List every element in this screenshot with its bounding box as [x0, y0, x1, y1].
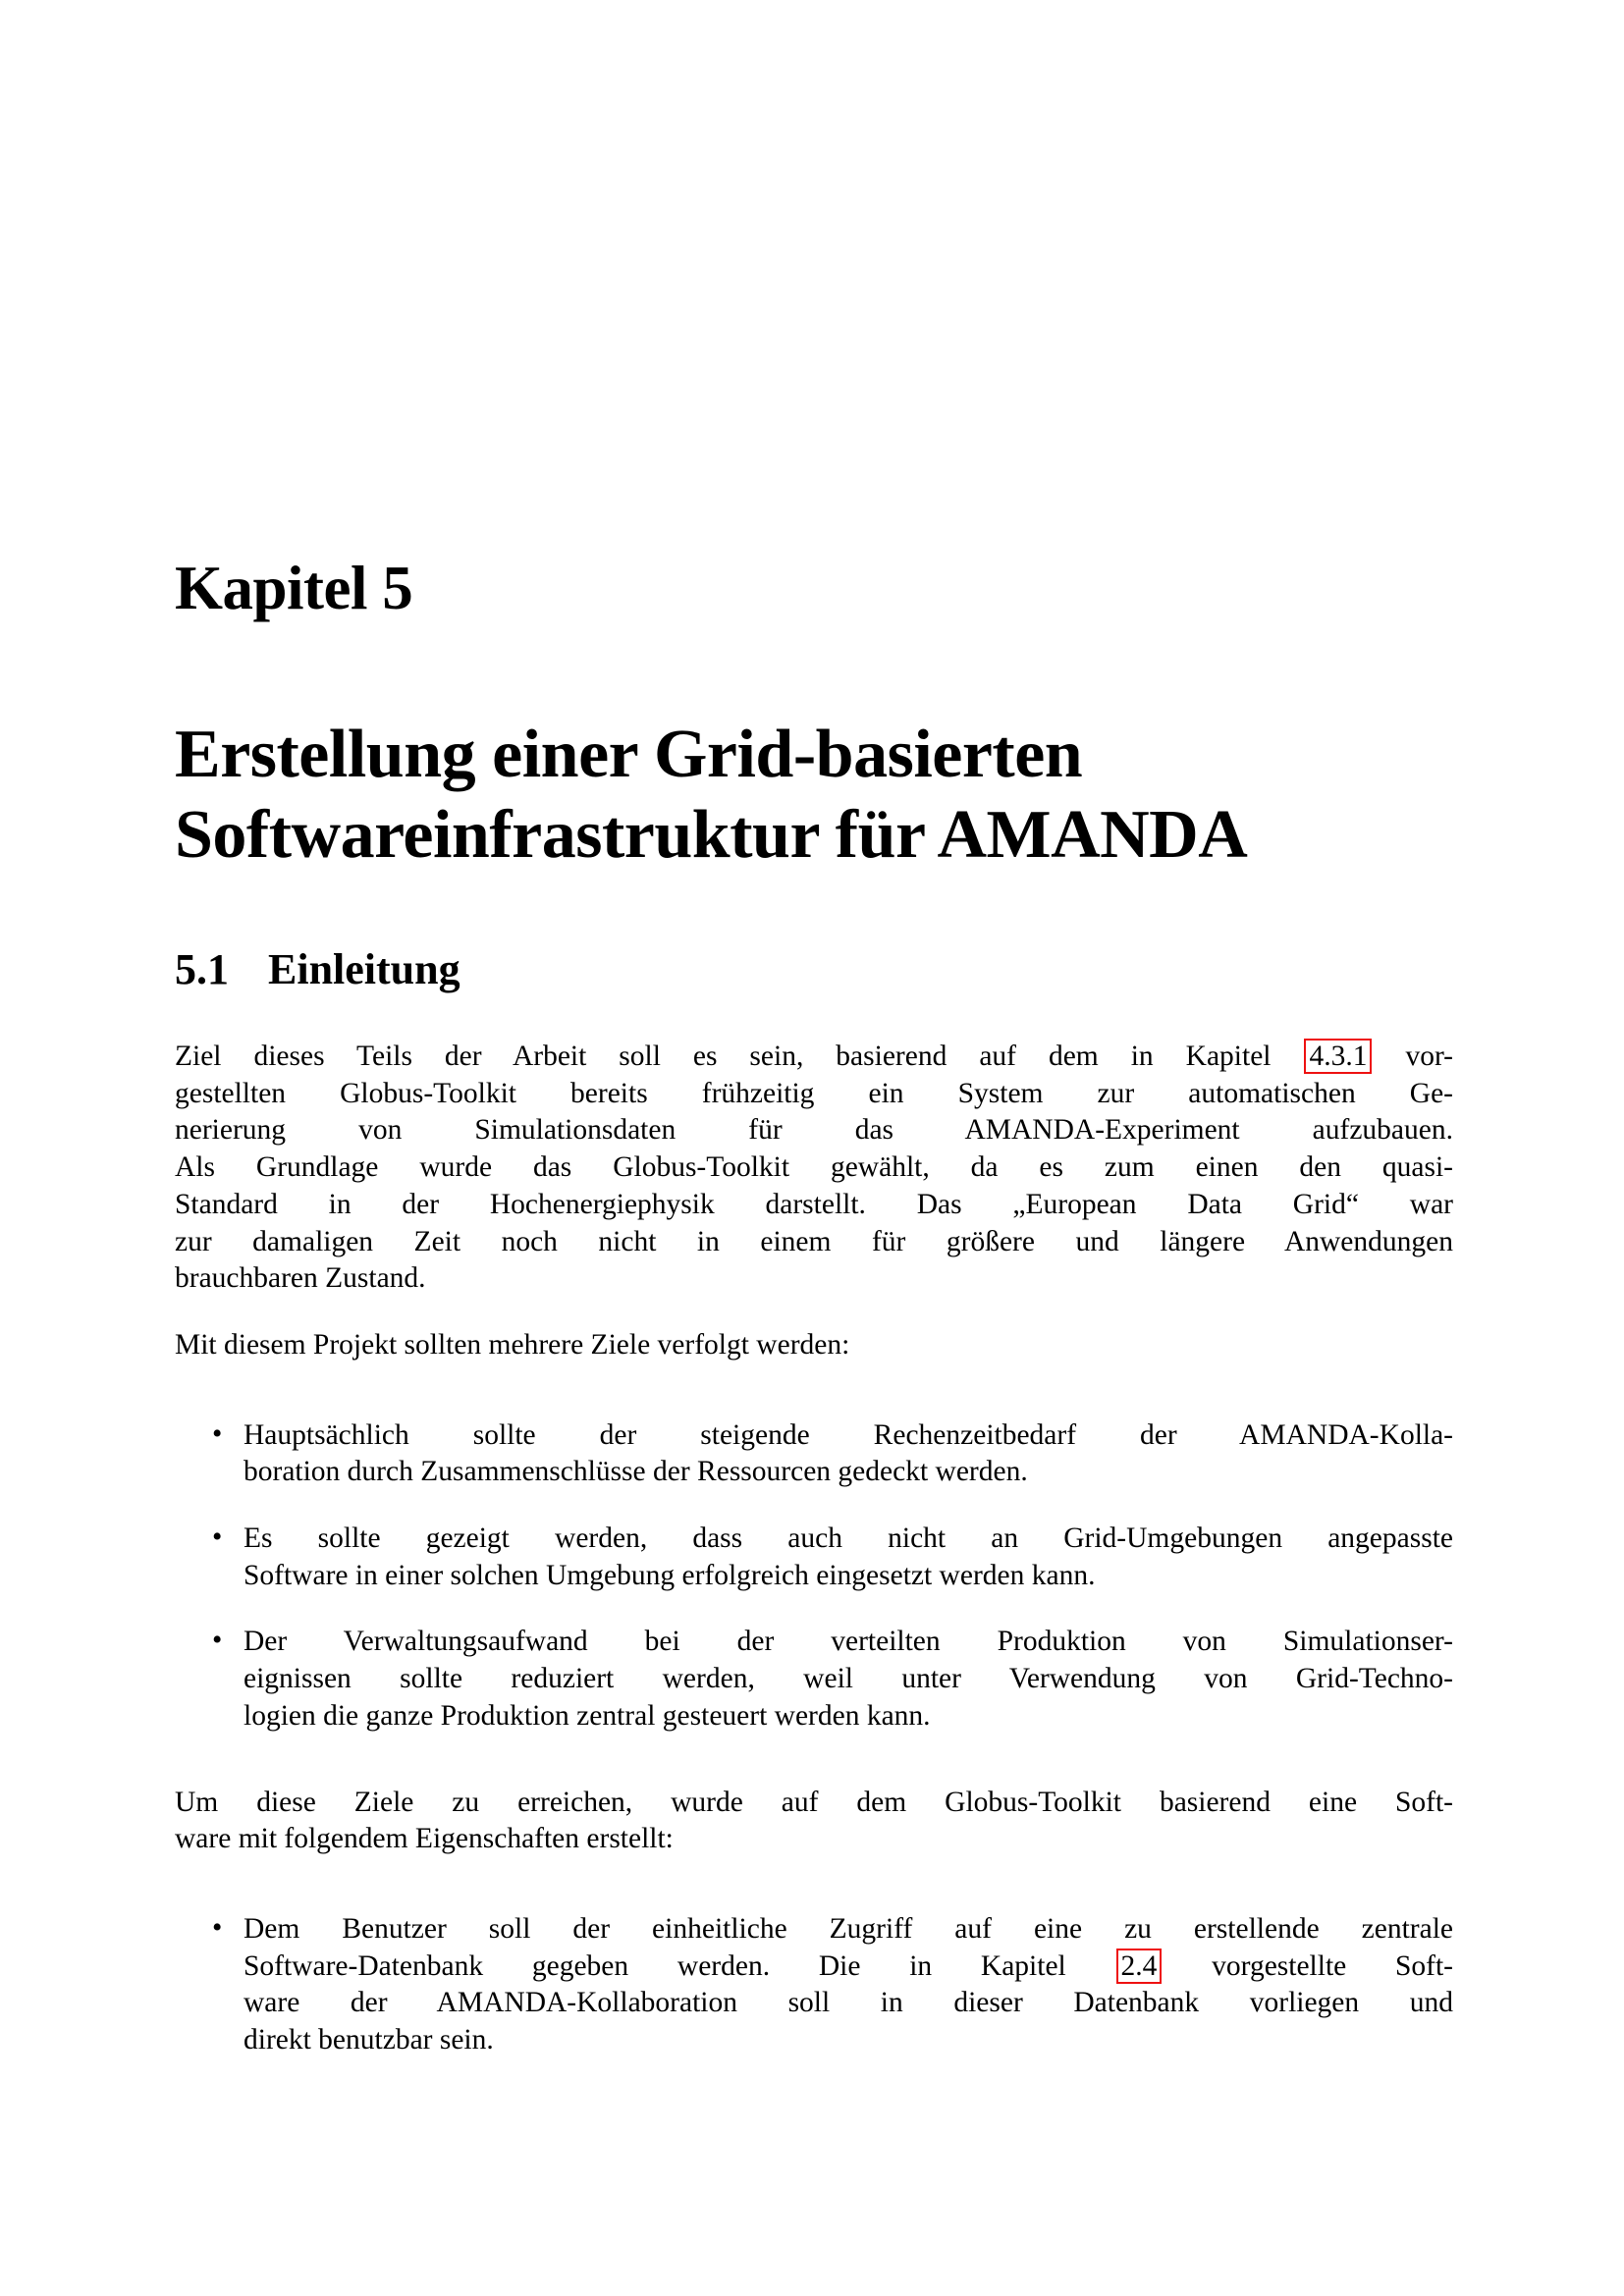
text-line: Um diese Ziele zu erreichen, wurde auf dem Globus-Toolkit basierend eine Soft-: [175, 1786, 1453, 1818]
text-line: ware der AMANDA-Kollaboration soll in dieser Datenbank vorliegen und: [244, 1987, 1453, 2019]
features-list: [175, 1911, 1453, 2059]
chapter-number-heading: Kapitel 5: [175, 554, 413, 622]
text-line: Es sollte gezeigt werden, dass auch nicht an Grid-Umgebungen angepasste: [244, 1522, 1453, 1555]
paragraph: [175, 1785, 1453, 1858]
text-line: gestellten Globus-Toolkit bereits frühzeitig ein System zur automatischen Ge-: [175, 1077, 1453, 1109]
text-line: Mit diesem Projekt sollten mehrere Ziele verfolgt werden:: [175, 1328, 850, 1361]
chapter-title-heading: Erstellung einer Grid-basierten Softwareinfrastruktur für AMANDA: [175, 717, 1248, 873]
chapter-ref-link[interactable]: 2.4: [1116, 1949, 1163, 1984]
text-line: Als Grundlage wurde das Globus-Toolkit gewählt, da es zum einen den quasi-: [175, 1151, 1453, 1184]
text-line: brauchbaren Zustand.: [175, 1262, 426, 1295]
text-line: logien die ganze Produktion zentral gesteuert werden kann.: [244, 1699, 931, 1732]
section-heading: [175, 945, 1453, 994]
text-line: Software-Datenbank gegeben werden. Die in Kapitel 2.4 vorgestellte Soft-: [244, 1949, 1453, 1982]
text-column: [175, 0, 1453, 2059]
paragraph: [175, 1039, 1453, 1298]
text-line: Standard in der Hochenergiephysik darstellt. Das „European Data Grid“ war: [175, 1188, 1453, 1220]
list-item: [175, 1417, 1453, 1491]
list-item: [175, 1521, 1453, 1594]
text-line: eignissen sollte reduziert werden, weil unter Verwendung von Grid-Techno-: [244, 1663, 1453, 1695]
text-line: Der Verwaltungsaufwand bei der verteilten Produktion von Simulationser-: [244, 1626, 1453, 1658]
chapter-ref-link[interactable]: 4.3.1: [1304, 1039, 1372, 1074]
section-title: Einleitung: [268, 945, 460, 993]
list-item: [175, 1911, 1453, 2059]
section-number: 5.1: [175, 945, 229, 993]
text-line: direkt benutzbar sein.: [244, 2024, 494, 2056]
body-text: [175, 1039, 1453, 2059]
bullet-icon: •: [212, 1522, 223, 1554]
text-line: Dem Benutzer soll der einheitliche Zugriff auf eine zu erstellende zentrale: [244, 1912, 1453, 1945]
bullet-icon: •: [212, 1417, 223, 1450]
list-item: [175, 1624, 1453, 1735]
bullet-icon: •: [212, 1625, 223, 1657]
paragraph: [175, 1327, 1453, 1364]
text-line: Software in einer solchen Umgebung erfolgreich eingesetzt werden kann.: [244, 1559, 1096, 1591]
text-line: nerierung von Simulationsdaten für das AMANDA-Experiment aufzubauen.: [175, 1114, 1453, 1147]
text-line: Ziel dieses Teils der Arbeit soll es sein, basierend auf dem in Kapitel 4.3.1 vor-: [175, 1041, 1454, 1072]
text-line: ware mit folgendem Eigenschaften erstellt:: [175, 1823, 674, 1855]
text-line: boration durch Zusammenschlüsse der Ressourcen gedeckt werden.: [244, 1456, 1028, 1488]
bullet-icon: •: [212, 1911, 223, 1944]
goals-list: [175, 1417, 1453, 1735]
text-line: zur damaligen Zeit noch nicht in einem für größere und längere Anwendungen: [175, 1225, 1453, 1257]
text-line: Hauptsächlich sollte der steigende Rechenzeitbedarf der AMANDA-Kolla-: [244, 1418, 1453, 1451]
